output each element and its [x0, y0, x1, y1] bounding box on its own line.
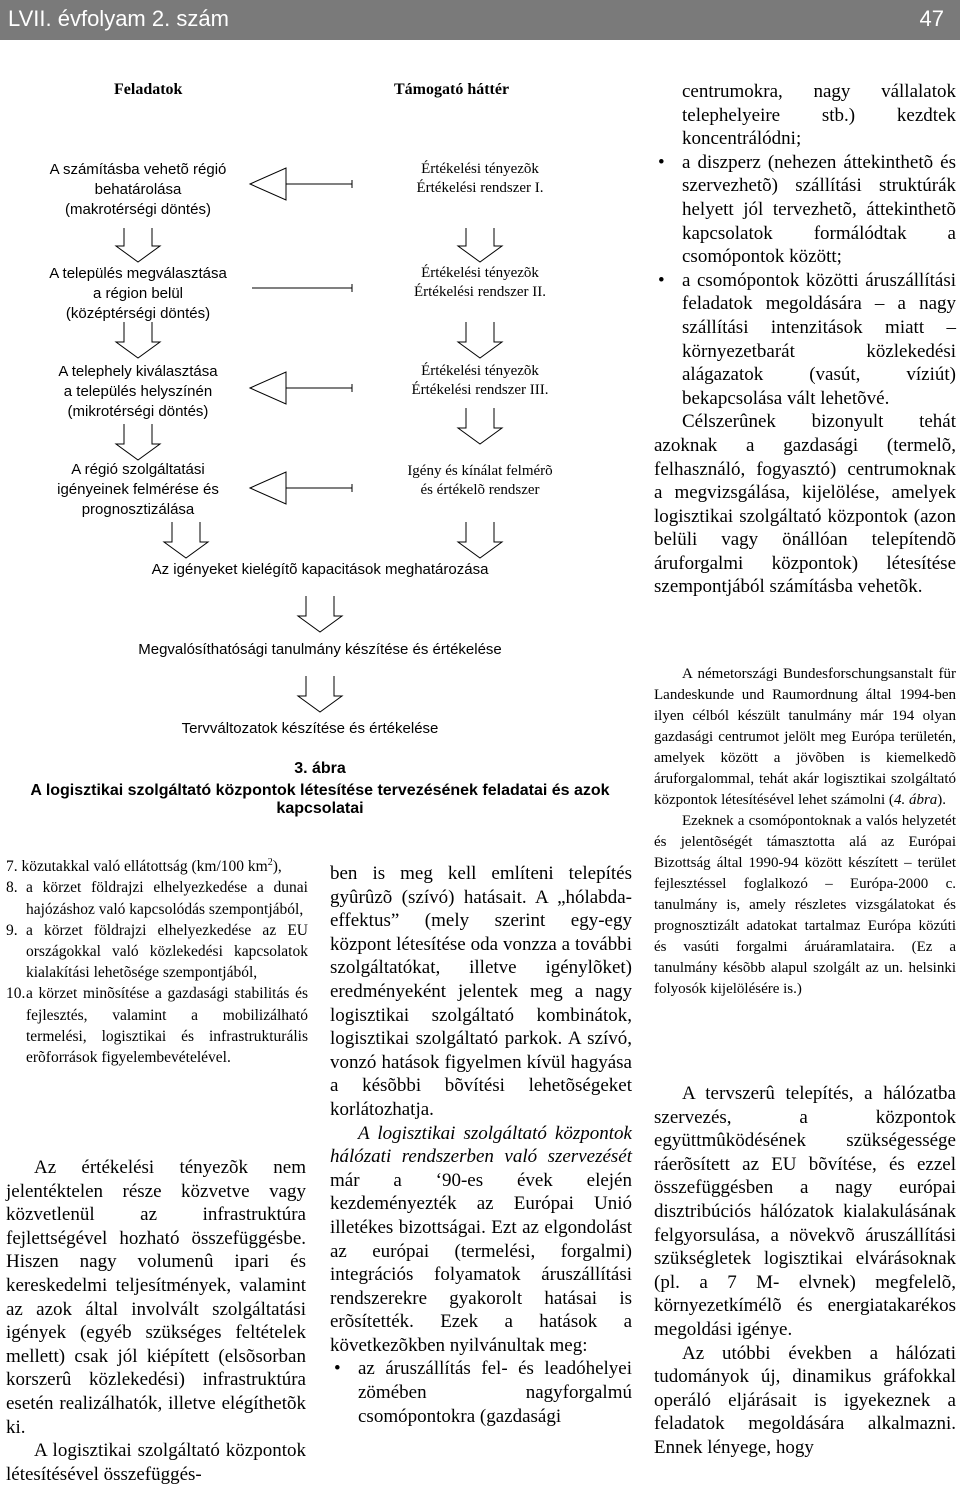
support-line: Értékelési tényezõk	[421, 265, 539, 281]
figure-column-tasks: Feladatok	[114, 81, 183, 98]
task-line: a région belül	[92, 285, 184, 302]
list-number: 8.	[6, 879, 18, 897]
step-feasibility: Megvalósíthatósági tanulmány készítése és értékelése	[138, 641, 502, 658]
column-3-bottom	[654, 1082, 956, 1460]
list-item	[6, 983, 308, 1068]
column-3-small-text	[654, 664, 956, 1000]
paragraph: ben is meg kell említeni telepítés gyûrûzõ (szívó) hatásait. A „hólabda-effektus” (mely szerint egy-egy központ létesítése oda vonzza a további szolgáltatókat, illetve igénylõket) eredményeként jelentek meg a nagy logisztikai szolgáltató kombinátok, logisztikai szolgáltató parkok. A szívó, vonzó hatások figyelmen kívül hagyása a késõbbi bõvítési lehetõségeket korlátozhatja.	[330, 863, 632, 1120]
task-line: prognosztizálása	[81, 501, 195, 518]
task-box-settlement	[30, 264, 246, 324]
down-arrow-right-4	[458, 522, 502, 558]
list-text: közutakkal való ellátottság (km/100 km	[21, 858, 268, 876]
task-line: A számításba vehetõ régió	[49, 161, 227, 178]
paragraph	[330, 1122, 632, 1358]
task-line: (mikrotérségi döntés)	[67, 403, 209, 420]
down-arrow-right-1	[458, 228, 502, 262]
figure-caption: A logisztikai szolgáltató központok létesítése tervezésének feladatai és azok kapcsolatai	[30, 782, 610, 817]
small-paragraph: Ezeknek a csomópontoknak a valós helyzetét és jelentõségét támasztotta alá az Európai Bizottság által 1990-94 között készített – terület fejlesztéssel foglalkozó – Európa-2000 c. tanulmány is, amely részletes vizsgálatokat és prognosztizált adatokat tartalmaz Európa közúti és vasúti forgalmi áruáramlataira. (Ez a tanulmány késõbb alapul szolgált az un. helsinki folyosók kijelölésére is.)	[654, 813, 956, 997]
connector-arrow-1	[250, 168, 352, 200]
list-number: 10.	[6, 985, 26, 1003]
down-arrow-right-3	[458, 408, 502, 444]
task-box-region	[30, 160, 246, 220]
list-text: ),	[272, 858, 282, 876]
task-line: A régió szolgáltatási	[71, 461, 205, 478]
paragraph: Az utóbbi években a hálózati tudományok új, dinamikus gráfokkal operáló eljárásait is igyekeznek a feladatok megoldására alkalmazni. Ennek lényege, hogy	[654, 1342, 956, 1458]
figure-caption-number: 3. ábra	[294, 760, 346, 777]
italic-phrase: A logisztikai szolgáltató központok hálózati rendszerben való szervezését	[330, 1122, 632, 1168]
journal-issue: LVII. évfolyam 2. szám	[8, 6, 229, 31]
down-arrow-left-2	[116, 322, 160, 358]
figure-column-support: Támogató háttér	[394, 81, 510, 98]
figure-reference: 4. ábra	[893, 792, 938, 808]
column-1-body	[6, 1156, 306, 1486]
support-line: és értékelõ rendszer	[420, 482, 540, 498]
paragraph: Célszerûnek bizonyult tehát azoknak a gazdasági (termelõ, felhasználó, fogyasztó) centrumoknak a megvizsgálása, kijelölése, amelyek logisztikai szolgáltató központok (azon belüli vagy önállóan telepítendõ áruforgalmi központok) létesítése szempontjából számításba vehetõk.	[654, 411, 956, 598]
bullet-icon: •	[658, 151, 665, 173]
bullet-text: a csomópontok közötti áruszállítási feladatok megoldására – a nagy szállítási intenzitások miatt – környezetbarát közlekedési alágazatok (vasút, víziút) bekapcsolása vált lehetõvé.	[682, 269, 956, 409]
bullet-item	[654, 269, 956, 411]
task-line: (középtérségi döntés)	[65, 305, 211, 322]
connector-arrow-4	[250, 472, 352, 504]
support-box-3	[370, 362, 590, 400]
support-line: Értékelési tényezõk	[421, 161, 539, 177]
step-variants: Tervváltozatok készítése és értékelése	[181, 720, 439, 737]
page-number: 47	[919, 6, 944, 31]
support-line: Értékelési rendszer I.	[416, 180, 544, 196]
column-2-body	[330, 862, 632, 1428]
support-line: Értékelési rendszer II.	[413, 284, 546, 300]
small-text: A németországi Bundesforschungsanstalt für Landeskunde und Raumordnung által 1994-ben ilyen célból készült tanulmány már 194 olyan gazdasági centrumot jelölt meg Európa területén, amelyek között a jövõben is kiemelkedõ áruforgalommal, tehát akár logisztikai szolgáltató központok létesítésével lehet számolni (	[654, 666, 956, 808]
small-text: ).	[937, 792, 947, 808]
task-line: A telephely kiválasztása	[58, 363, 218, 380]
task-line: igényeinek felmérése és	[57, 481, 219, 498]
support-box-2	[370, 264, 590, 302]
task-line: A település megválasztása	[49, 265, 227, 282]
task-line: (makrotérségi döntés)	[65, 201, 211, 218]
paragraph: A logisztikai szolgáltató központok létesítésével összefüggés-	[6, 1440, 306, 1485]
down-arrow-left-4	[164, 522, 208, 558]
support-box-4	[370, 462, 590, 500]
down-arrow-left-1	[116, 228, 160, 262]
task-box-survey	[30, 460, 246, 520]
criteria-list	[6, 852, 308, 1068]
down-arrow-left-3	[116, 424, 160, 460]
list-item	[6, 920, 308, 984]
down-arrow-step-1	[298, 596, 342, 632]
bullet-icon: •	[658, 269, 665, 291]
support-line: Igény és kínálat felmérõ	[407, 463, 553, 479]
task-line: behatárolása	[94, 181, 182, 198]
superscript: 2	[267, 857, 273, 868]
list-number: 7.	[6, 858, 18, 876]
task-line: a település helyszínén	[63, 383, 213, 400]
bullet-item	[654, 151, 956, 269]
list-text: a körzet földrajzi elhelyezkedése a dunai hajózáshoz való kapcsolódás szempontjából,	[26, 879, 308, 918]
list-text: a körzet minõsítése a gazdasági stabilitás és fejlesztés, valamint a mobilizálható termelési, logisztikai és infrastrukturális erõforrások figyelembevételével.	[26, 985, 308, 1066]
list-item	[6, 877, 308, 919]
paragraph: A tervszerû telepítés, a hálózatba szervezés, a központok együttmûködésének szükségessége ráerõsített az EU bõvítése, és ezzel összefüggésben a nagy európai disztribúciós hálózatok kialakulásának felgyorsulása, a növekvõ áruszállítási szükségletek logisztikai elvárásoknak (pl. a 7 M- elvnek) megfelelõ, környezetkímélõ és energiatakarékos megoldási igénye.	[654, 1083, 956, 1340]
support-line: Értékelési tényezõk	[421, 363, 539, 379]
paragraph: Az értékelési tényezõk nem jelentéktelen része közvetve vagy közvetlenül az infrastruktúra fejlettségével hozható összefüggésbe. Hiszen nagy volumenû ipari és kereskedelmi teljesítmények, valamint az azok által involvált szolgáltatási igények (egyéb szükséges feltételek mellett) csak jól kiépített (elsõsorban korszerû közlekedési) infrastruktúra esetén realizálhatók, illetve elégíthetõk ki.	[6, 1157, 306, 1438]
support-box-1	[370, 160, 590, 198]
list-number: 9.	[6, 921, 18, 939]
bullet-text: az áruszállítás fel- és leadóhelyei zömében nagyforgalmú csomópontokra (gazdasági	[358, 1358, 632, 1427]
support-line: Értékelési rendszer III.	[411, 382, 549, 398]
column-3-top	[654, 80, 956, 599]
paragraph-text: már a ‘90-es évek elején kezdeményezték az Európai Unió illetékes bizottságai. Ezt az elgondolást az európai (termelési, forgalmi) integrációs folyamatok áruszállítási rendszerekre gyakorolt hatásai is erõsítették. Ezek a hatások a következõkben nyilvánultak meg:	[330, 1169, 632, 1356]
down-arrow-step-2	[298, 676, 342, 712]
task-box-site	[30, 362, 246, 422]
down-arrow-right-2	[458, 322, 502, 358]
bullet-item	[330, 1357, 632, 1428]
connector-arrow-3	[250, 372, 352, 404]
list-item	[6, 852, 308, 877]
list-text: a körzet földrajzi elhelyezkedése az EU országokkal való közlekedési kapcsolatok kialakítási lehetõsége szempontjából,	[26, 921, 308, 982]
bullet-text: a diszperz (nehezen áttekinthetõ és szervezhetõ) szállítási struktúrák helyett jól tervezhetõ, áttekinthetõ kapcsolatok formálódtak a csomópontok között;	[682, 151, 956, 268]
bullet-icon: •	[334, 1358, 341, 1380]
bullet-continuation: centrumokra, nagy vállalatok telephelyeire stb.) kezdtek koncentrálódni;	[682, 81, 956, 150]
connector-arrow-2	[252, 284, 352, 292]
step-capacity: Az igényeket kielégítõ kapacitások meghatározása	[151, 561, 489, 578]
small-paragraph	[654, 664, 956, 811]
